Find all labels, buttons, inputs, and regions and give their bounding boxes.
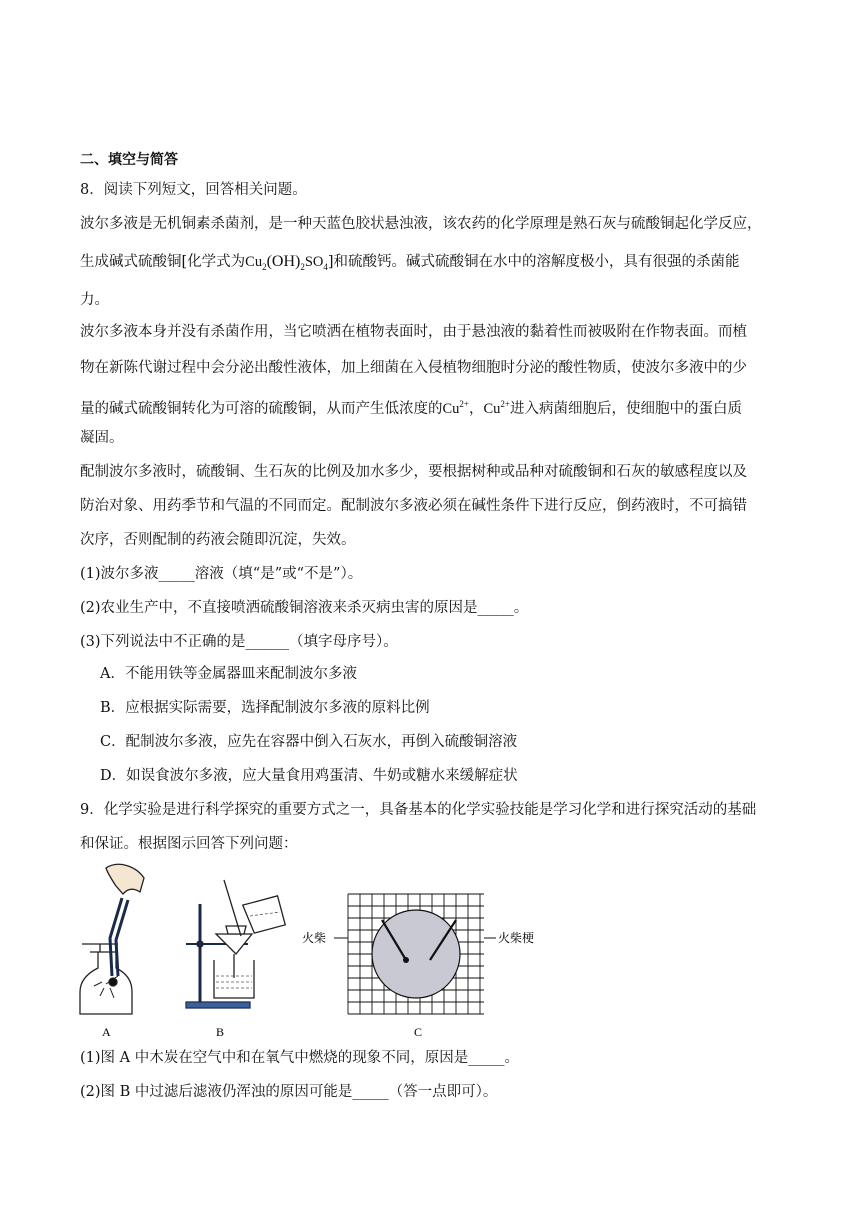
option-b: B．应根据实际需要，选择配制波尔多液的原料比例 (100, 700, 430, 716)
figure-a-gas-jar (80, 864, 144, 1014)
q8-paragraph2-line3 (80, 394, 742, 419)
q8-paragraph2-line1: 波尔多液本身并没有杀菌作用，当它喷洒在植物表面时，由于悬浊液的黏着性而被吸附在作物表面。而植 (80, 324, 747, 340)
q8-paragraph3-line1: 配制波尔多液时，硫酸铜、生石灰的比例及加水多少，要根据树种或品种对硫酸铜和石灰的敏感程度以及 (80, 464, 747, 480)
q8-p2-line3-before: 量的碱式硫酸铜转化为可溶的硫酸铜，从而产生低浓度的 (80, 400, 443, 417)
figure-c-label: C (414, 1025, 423, 1039)
experiment-figures (76, 858, 546, 1043)
q9-line2: 和保证。根据图示回答下列问题： (80, 836, 298, 852)
formula-sub-3: 4 (323, 261, 328, 272)
figure-illustration (76, 858, 546, 1043)
q8-p1-line2-after: ]和硫酸钙。碱式硫酸铜在水中的溶解度极小，具有很强的杀菌能 (327, 254, 740, 270)
option-c: C．配制波尔多液，应先在容器中倒入石灰水，再倒入硫酸铜溶液 (100, 734, 518, 750)
figure-b-filtration (186, 880, 285, 1008)
ion2-symbol: Cu (483, 400, 501, 417)
chemical-formula (245, 254, 328, 270)
q8-paragraph3-line3: 次序，否则配制的药液会随即沉淀，失效。 (80, 532, 356, 548)
figure-c-left-label: 火柴 (302, 931, 327, 945)
ion2-charge: 2+ (500, 399, 510, 409)
q8-sub-question-1: (1)波尔多液_____溶液（填“是”或“不是”）。 (80, 566, 363, 582)
q9-sub-question-2: (2)图 B 中过滤后滤液仍浑浊的原因可能是_____（答一点即可）。 (80, 1084, 498, 1100)
q8-sub-question-2: (2)农业生产中，不直接喷洒硫酸铜溶液来杀灭病虫害的原因是_____。 (80, 600, 529, 616)
q8-paragraph1-line1: 波尔多液是无机铜素杀菌剂，是一种天蓝色胶状悬浊液，该农药的化学原理是熟石灰与硫酸铜起化学反应， (80, 216, 762, 232)
formula-sub-1: 2 (262, 261, 267, 272)
figure-b-label: B (216, 1025, 225, 1039)
section-heading: 二、填空与简答 (80, 152, 178, 168)
q8-intro: 8．阅读下列短文，回答相关问题。 (80, 182, 307, 198)
option-d: D．如误食波尔多液，应大量食用鸡蛋清、牛奶或糖水来缓解症状 (100, 768, 518, 784)
q8-sub-question-3: (3)下列说法中不正确的是______（填字母序号）。 (80, 634, 398, 650)
figure-c-center-dot (403, 957, 409, 963)
q9-sub-question-1: (1)图 A 中木炭在空气中和在氧气中燃烧的现象不同，原因是_____。 (80, 1050, 519, 1066)
formula-so: SO (304, 254, 324, 270)
q9-line1: 9．化学实验是进行科学探究的重要方式之一，具备基本的化学实验技能是学习化学和进行探究活动的基础 (80, 802, 757, 818)
q8-paragraph1-line3: 力。 (80, 292, 109, 308)
formula-cu: Cu (245, 254, 263, 270)
formula-sub-2: 2 (300, 261, 305, 272)
q8-p1-line2-before: 生成碱式硫酸铜[化学式为 (80, 254, 246, 270)
q8-p2-line3-mid: ， (469, 400, 484, 417)
q8-p2-line3-after: 进入病菌细胞后，使细胞中的蛋白质 (510, 400, 742, 417)
copper-ion-1 (443, 401, 470, 417)
figure-c-right-label: 火柴梗 (498, 931, 535, 945)
ion1-charge: 2+ (459, 399, 469, 409)
copper-ion-2 (484, 401, 511, 417)
ion1-symbol: Cu (442, 400, 460, 417)
q8-paragraph2-line4: 凝固。 (80, 430, 124, 446)
figure-a-label: A (102, 1025, 111, 1039)
formula-oh: (OH) (266, 253, 301, 270)
option-a: A．不能用铁等金属器皿来配制波尔多液 (100, 666, 357, 682)
q8-paragraph3-line2: 防治对象、用药季节和气温的不同而定。配制波尔多液必须在碱性条件下进行反应，倒药液时，不可搞错 (80, 498, 747, 514)
q8-paragraph2-line2: 物在新陈代谢过程中会分泌出酸性液体，加上细菌在入侵植物细胞时分泌的酸性物质，使波尔多液中的少 (80, 360, 747, 376)
q8-paragraph1-line2 (80, 252, 740, 277)
